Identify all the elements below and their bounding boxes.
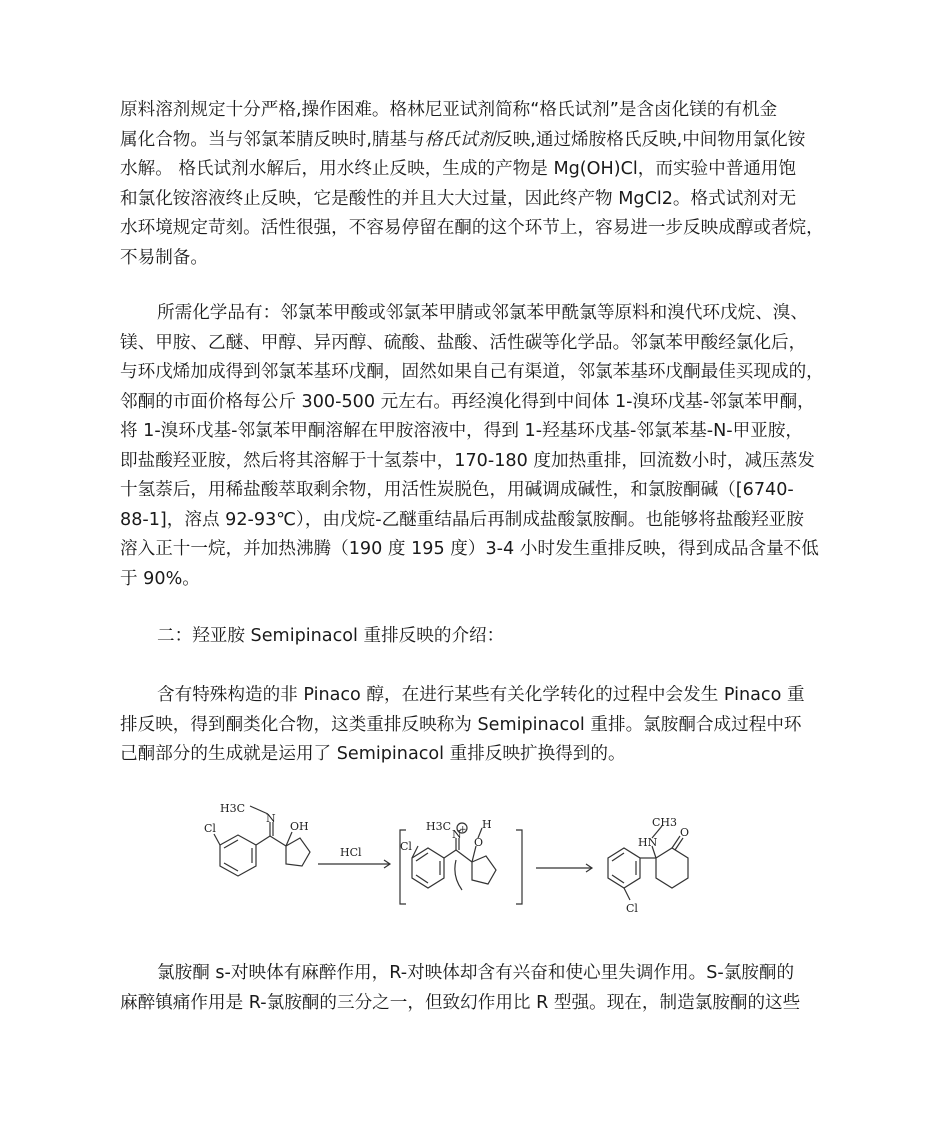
bond bbox=[624, 888, 630, 900]
text-line bbox=[120, 126, 842, 156]
n-label: N bbox=[266, 812, 276, 825]
right-bracket bbox=[516, 830, 522, 904]
plus-label: + bbox=[459, 825, 467, 835]
text-line: 不易制备。 bbox=[120, 247, 208, 268]
bond bbox=[444, 850, 456, 858]
cyclohexanone-ring bbox=[656, 848, 688, 888]
benzene-ring bbox=[220, 835, 256, 876]
text-segment: 属化合物。当与邻氯苯腈反映时,腈基与 bbox=[120, 129, 425, 150]
text-line: 溶入正十一烷，并加热沸腾（190 度 195 度）3-4 小时发生重排反映，得到成品含量不低 bbox=[120, 539, 819, 559]
text-line: 己酮部分的生成就是运用了 Semipinacol 重排反映扩换得到的。 bbox=[120, 744, 626, 764]
text-line: 氯胺酮 s-对映体有麻醉作用，R-对映体却含有兴奋和使心里失调作用。S-氯胺酮的 bbox=[157, 963, 795, 983]
h3c-label: H3C bbox=[426, 820, 452, 833]
reagent-label: HCl bbox=[340, 846, 362, 859]
paragraph-chemicals bbox=[120, 299, 842, 594]
bond bbox=[270, 836, 286, 846]
text-line: 水解。 格氏试剂水解后，用水终止反映，生成的产物是 Mg(OH)Cl，而实验中普通用饱 bbox=[120, 159, 797, 179]
benzene-ring bbox=[412, 848, 444, 888]
product-structure bbox=[608, 816, 689, 915]
reaction-arrow-2 bbox=[536, 864, 592, 872]
reaction-arrow-1 bbox=[318, 846, 390, 868]
text-segment: 反映,通过烯胺格氏反映,中间物用氯化铵 bbox=[495, 129, 806, 150]
text-line: 和氯化铵溶液终止反映，它是酸性的并且大大过量，因此终产物 MgCl2。格式试剂对无 bbox=[120, 188, 797, 209]
paragraph-enantiomers bbox=[120, 959, 842, 1018]
text-line: 所需化学品有：邻氯苯甲酸或邻氯苯甲腈或邻氯苯甲酰氯等原料和溴代环戊烷、溴、 bbox=[157, 303, 808, 323]
text-line: 排反映，得到酮类化合物，这类重排反映称为 Semipinacol 重排。氯胺酮合成过程中环 bbox=[120, 714, 802, 735]
paragraph-semipinacol bbox=[120, 681, 842, 770]
reaction-scheme bbox=[190, 800, 750, 930]
o-label: O bbox=[474, 836, 484, 849]
text-line: 十氢萘后，用稀盐酸萃取剩余物，用活性炭脱色，用碱调成碱性，和氯胺酮碱（[6740- bbox=[120, 480, 794, 500]
curved-arrow bbox=[455, 860, 462, 890]
text-line: 邻酮的市面价格每公斤 300-500 元左右。再经溴化得到中间体 1-溴环戊基-邻氯苯甲酮， bbox=[120, 391, 815, 412]
text-line: 即盐酸羟亚胺，然后将其溶解于十氢萘中，170-180 度加热重排，回流数小时，减压蒸发 bbox=[120, 450, 815, 471]
bond bbox=[214, 834, 220, 845]
reactant-structure bbox=[204, 802, 310, 876]
text-line: 二：羟亚胺 Semipinacol 重排反映的介绍： bbox=[157, 626, 505, 646]
bond bbox=[672, 836, 680, 848]
h-label: H bbox=[482, 818, 492, 831]
o-label: O bbox=[680, 826, 690, 839]
text-line: 水环境规定苛刻。活性很强，不容易停留在酮的这个环节上，容易进一步反映成醇或者烷， bbox=[120, 218, 824, 238]
bond bbox=[456, 850, 472, 862]
text-line: 含有特殊构造的非 Pinaco 醇，在进行某些有关化学转化的过程中会发生 Pinaco 重 bbox=[157, 685, 805, 705]
text-line: 麻醉镇痛作用是 R-氯胺酮的三分之一，但致幻作用比 R 型强。现在，制造氯胺酮的这些 bbox=[120, 992, 801, 1013]
text-line: 镁、甲胺、乙醚、甲醇、异丙醇、硫酸、盐酸、活性碳等化学品。邻氯苯甲酸经氯化后， bbox=[120, 332, 807, 353]
cl-label: Cl bbox=[626, 902, 638, 915]
h3c-label: H3C bbox=[220, 802, 246, 815]
ch3-label: CH3 bbox=[652, 816, 678, 829]
hn-label: HN bbox=[638, 836, 658, 849]
bond bbox=[675, 838, 683, 850]
intermediate-structure bbox=[400, 818, 522, 904]
italic-term: 格氏试剂 bbox=[424, 129, 496, 150]
section-heading bbox=[120, 622, 842, 652]
text-line: 于 90%。 bbox=[120, 568, 200, 589]
text-line: 88-1]，溶点 92-93℃），由戊烷-乙醚重结晶后再制成盐酸氯胺酮。也能够将盐酸羟亚胺 bbox=[120, 509, 804, 530]
text-line: 原料溶剂规定十分严格,操作困难。格林尼亚试剂简称“格氏试剂”是含卤化镁的有机金 bbox=[120, 100, 778, 120]
benzene-ring bbox=[608, 848, 640, 888]
oh-label: OH bbox=[290, 820, 309, 833]
cl-label: Cl bbox=[400, 840, 412, 853]
paragraph-grignard bbox=[120, 96, 842, 273]
text-line: 将 1-溴环戊基-邻氯苯甲酮溶解在甲胺溶液中，得到 1-羟基环戊基-邻氯苯基-N-甲亚胺， bbox=[120, 421, 804, 441]
cyclopentane-ring bbox=[472, 856, 496, 884]
cyclopentane-ring bbox=[286, 838, 310, 866]
n-label: N bbox=[452, 828, 462, 841]
bond bbox=[256, 836, 270, 845]
cl-label: Cl bbox=[204, 822, 216, 835]
text-line: 与环戊烯加成得到邻氯苯基环戊酮，固然如果自己有渠道，邻氯苯基环戊酮最佳买现成的， bbox=[120, 362, 824, 382]
